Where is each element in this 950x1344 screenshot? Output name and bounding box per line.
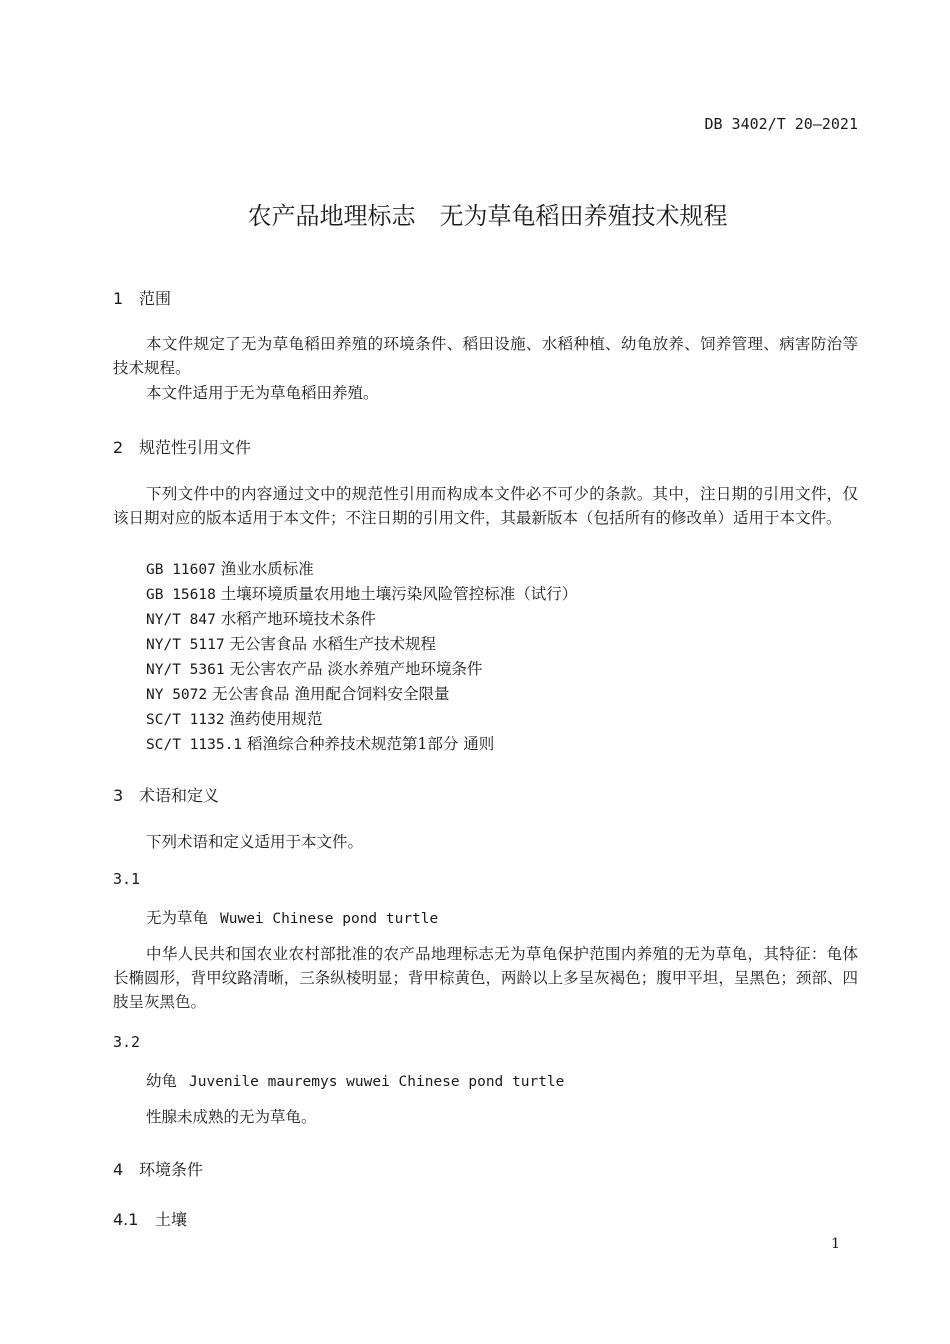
paragraph: 下列术语和定义适用于本文件。 [146, 833, 364, 851]
reference-title: 无公害食品 渔用配合饲料安全限量 [212, 685, 450, 703]
paragraph: 本文件规定了无为草龟稻田养殖的环境条件、稻田设施、水稻种植、幼龟放养、饲养管理、病害防治等技术规程。 [113, 335, 858, 377]
reference-code: SC/T 1135.1 [146, 737, 243, 753]
section-number: 3 [113, 786, 124, 805]
section-title: 规范性引用文件 [139, 438, 252, 457]
reference-item [146, 557, 314, 579]
reference-item [146, 657, 482, 679]
term-en: Wuwei Chinese pond turtle [220, 911, 439, 927]
paragraph: 本文件适用于无为草龟稻田养殖。 [146, 384, 379, 402]
reference-code: GB 15618 [146, 587, 216, 603]
reference-title: 无公害食品 水稻生产技术规程 [229, 635, 436, 653]
section-number: 1 [113, 289, 124, 308]
reference-item [146, 707, 323, 729]
subsection-heading-soil [113, 1207, 187, 1230]
reference-code: NY 5072 [146, 687, 208, 703]
section-number: 4 [113, 1160, 124, 1179]
reference-title: 土壤环境质量农用地土壤污染风险管控标准（试行） [220, 585, 578, 603]
reference-title: 无公害农产品 淡水养殖产地环境条件 [229, 660, 483, 678]
term-cn: 无为草龟 [146, 909, 209, 927]
section-heading-scope [113, 286, 171, 309]
section-heading-terms [113, 783, 219, 806]
page-number: 1 [831, 1236, 840, 1252]
reference-item [146, 682, 449, 704]
subsection-title: 土壤 [155, 1210, 188, 1229]
page-title: 农产品地理标志 无为草龟稻田养殖技术规程 [247, 202, 728, 230]
reference-title: 渔药使用规范 [229, 710, 323, 728]
reference-item [146, 732, 494, 754]
reference-code: NY/T 5117 [146, 637, 225, 653]
section-title: 范围 [139, 289, 172, 308]
term-entry [146, 1069, 564, 1091]
term-entry [146, 906, 438, 928]
clause-number: 3.2 [113, 1033, 141, 1051]
reference-code: GB 11607 [146, 562, 216, 578]
section-heading-normative-references [113, 435, 251, 458]
subsection-number: 4.1 [113, 1210, 139, 1229]
reference-code: SC/T 1132 [146, 712, 225, 728]
section-title: 环境条件 [139, 1160, 204, 1179]
reference-item [146, 582, 577, 604]
term-en: Juvenile mauremys wuwei Chinese pond turtle [189, 1074, 565, 1090]
reference-item [146, 632, 436, 654]
document-number: DB 3402/T 20—2021 [704, 115, 858, 133]
clause-number: 3.1 [113, 870, 141, 888]
section-heading-environment [113, 1157, 203, 1180]
section-title: 术语和定义 [139, 786, 220, 805]
reference-code: NY/T 5361 [146, 662, 225, 678]
reference-title: 渔业水质标准 [220, 560, 314, 578]
term-cn: 幼龟 [146, 1072, 178, 1090]
reference-code: NY/T 847 [146, 612, 216, 628]
reference-item [146, 607, 376, 629]
section-number: 2 [113, 438, 124, 457]
term-definition: 中华人民共和国农业农村部批准的农产品地理标志无为草龟保护范围内养殖的无为草龟，其特征：龟体长椭圆形，背甲纹路清晰，三条纵棱明显；背甲棕黄色，两龄以上多呈灰褐色；腹甲平坦，呈黑色；颈部、四肢呈灰黑色。 [113, 945, 858, 1011]
paragraph: 下列文件中的内容通过文中的规范性引用而构成本文件必不可少的条款。其中，注日期的引用文件，仅该日期对应的版本适用于本文件；不注日期的引用文件，其最新版本（包括所有的修改单）适用于本文件。 [113, 485, 858, 527]
term-definition: 性腺未成熟的无为草龟。 [146, 1108, 317, 1126]
reference-title: 稻渔综合种养技术规范第1部分 通则 [246, 735, 495, 753]
reference-title: 水稻产地环境技术条件 [220, 610, 376, 628]
